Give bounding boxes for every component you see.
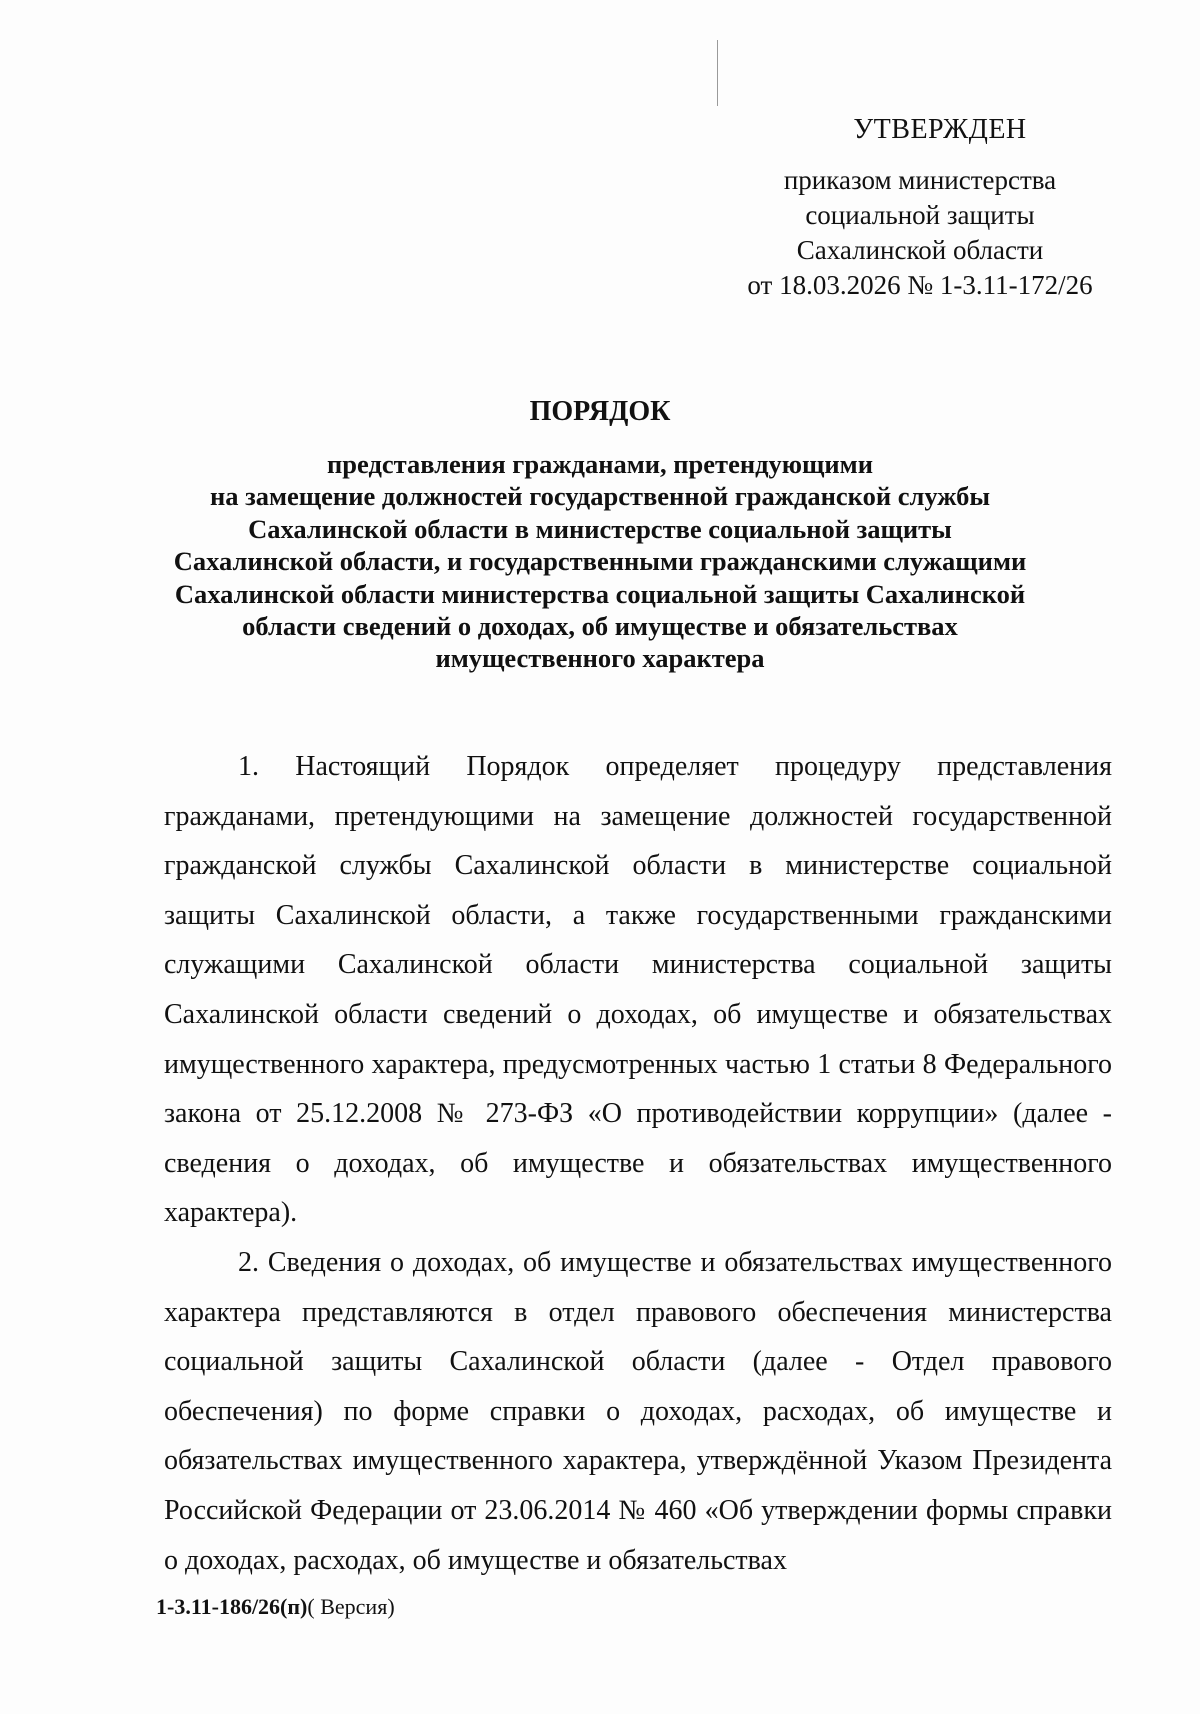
scan-artifact-line bbox=[717, 40, 718, 106]
subtitle-line: Сахалинской области, и государственными гражданскими служащими bbox=[173, 546, 1027, 577]
paragraph-2: 2. Сведения о доходах, об имуществе и обязательствах имущественного характера представляются в отдел правового обеспечения министерства социальной защиты Сахалинской области (далее - Отдел правового обеспечения) по форме справки о доходах, расходах, об имуществе и обязательствах имущественного характера, утверждённой Указом Президента Российской Федерации от 23.06.2014 № 460 «Об утверждении формы справки о доходах, расходах, об имуществе и обязательствах bbox=[164, 1246, 1112, 1576]
document-subtitle bbox=[150, 448, 1050, 675]
approval-line: от 18.03.2026 № 1-3.11-172/26 bbox=[747, 270, 1093, 300]
approval-block bbox=[720, 112, 1120, 303]
approval-line: приказом министерства bbox=[783, 165, 1057, 195]
subtitle-line: Сахалинской области министерства социальной защиты Сахалинской bbox=[174, 578, 1026, 609]
subtitle-line: имущественного характера bbox=[435, 643, 765, 674]
approval-line: Сахалинской области bbox=[796, 235, 1044, 265]
subtitle-line: Сахалинской области в министерстве социальной защиты bbox=[248, 513, 952, 544]
subtitle-line: на замещение должностей государственной гражданской службы bbox=[209, 481, 991, 512]
document-footer bbox=[156, 1594, 395, 1620]
approval-line: социальной защиты bbox=[805, 200, 1035, 230]
document-code: 1-3.11-186/26(п) bbox=[156, 1594, 308, 1619]
version-label: ( Версия) bbox=[307, 1594, 395, 1619]
document-title: ПОРЯДОК bbox=[529, 396, 671, 427]
document-body bbox=[164, 742, 1112, 1585]
subtitle-line: представления гражданами, претендующими bbox=[327, 449, 873, 479]
approval-title: УТВЕРЖДЕН bbox=[853, 114, 1027, 145]
paragraph-1: 1. Настоящий Порядок определяет процедуру представления гражданами, претендующими на замещение должностей государственной гражданской службы Сахалинской области в министерстве социальной защиты Сахалинской области, а также государственными гражданскими служащими Сахалинской области министерства социальной защиты Сахалинской области сведений о доходах, об имуществе и обязательствах имущественного характера, предусмотренных частью 1 статьи 8 Федерального закона от 25.12.2008 № 273-ФЗ «О противодействии коррупции» (далее - сведения о доходах, об имуществе и обязательствах имущественного характера). bbox=[164, 751, 1112, 1229]
subtitle-line: области сведений о доходах, об имуществе и обязательствах bbox=[242, 611, 958, 642]
